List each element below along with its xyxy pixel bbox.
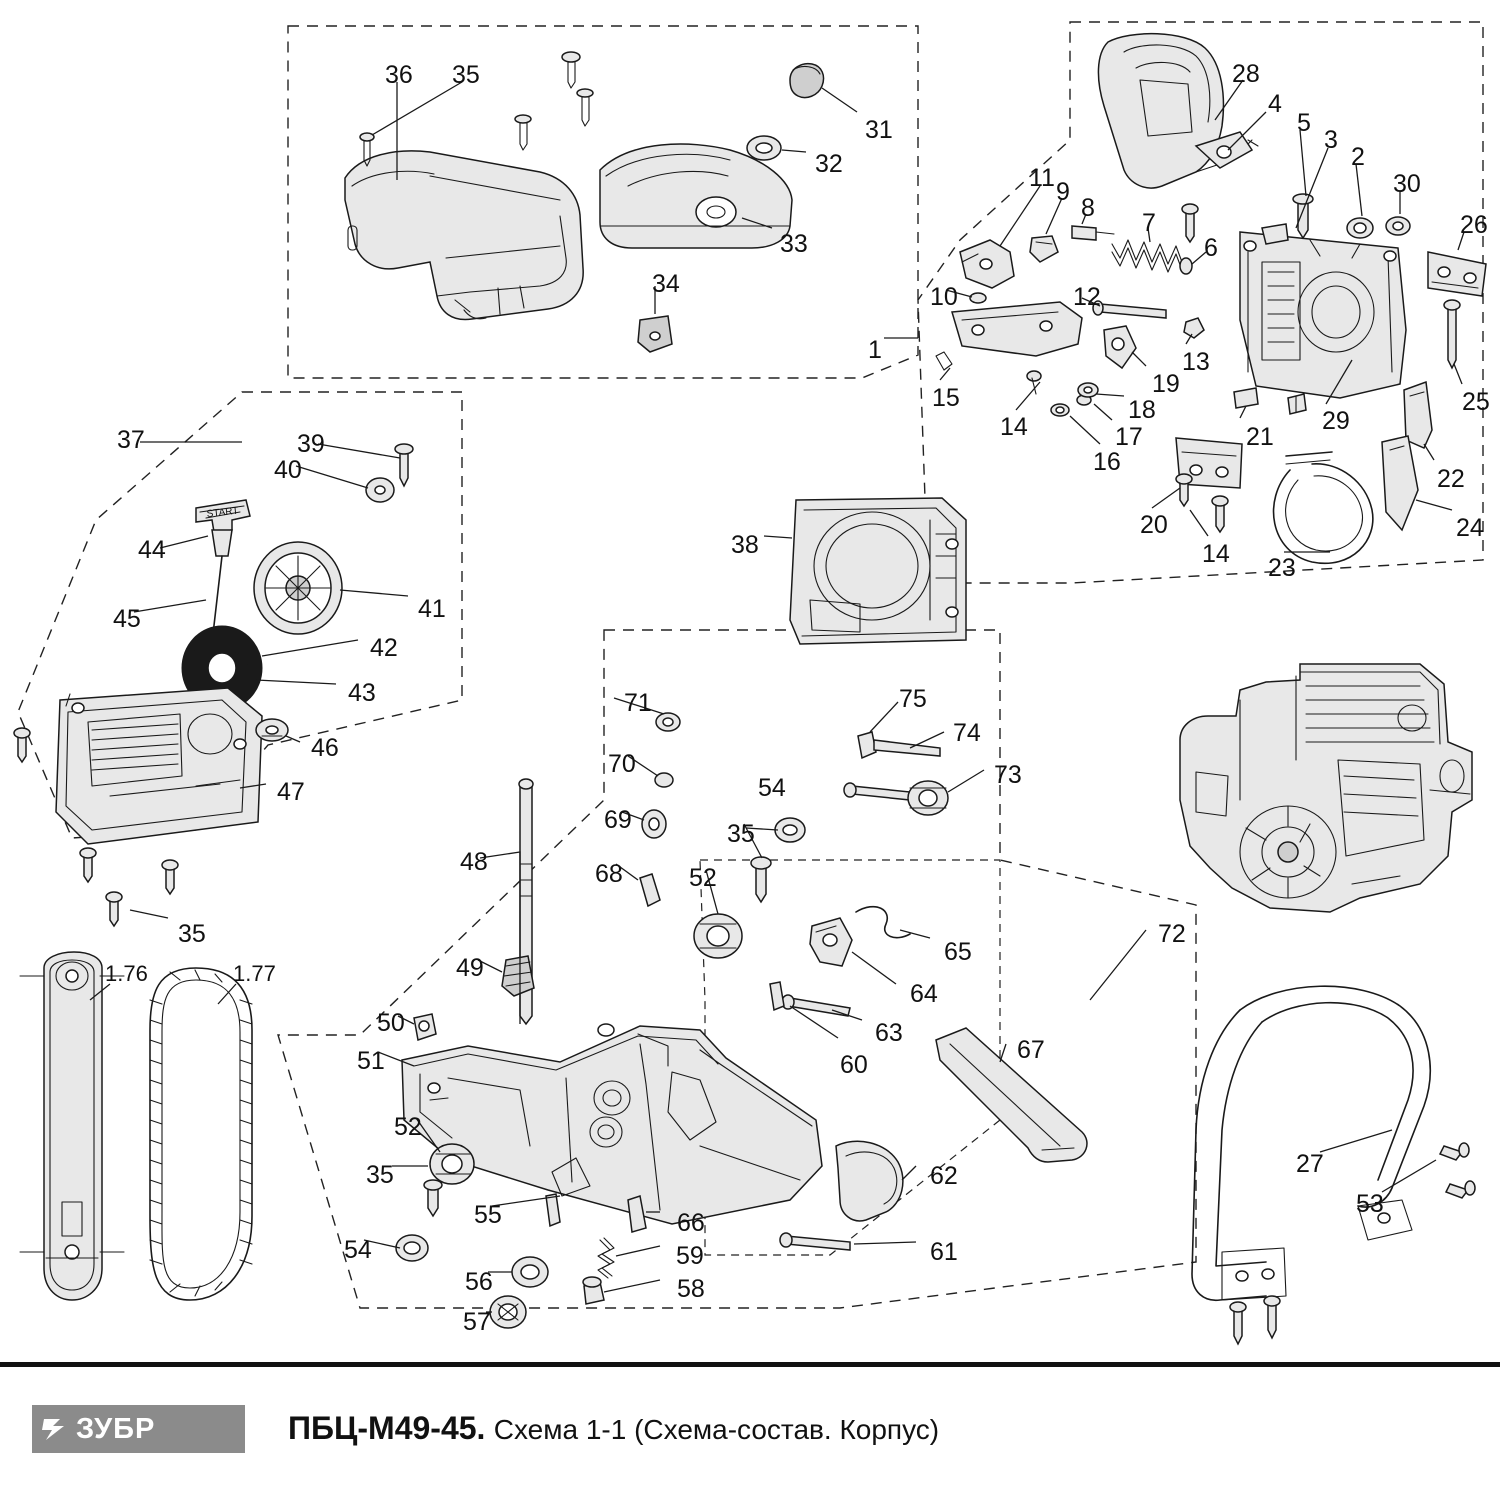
callout-22: 22 — [1437, 465, 1465, 493]
part-bolt-12 — [1093, 301, 1166, 318]
callout-50: 50 — [377, 1009, 405, 1037]
zubr-arrow-icon — [32, 1405, 76, 1453]
part-washer-32 — [747, 136, 781, 160]
part-brake-handle-28 — [1098, 34, 1258, 188]
callout-65: 65 — [944, 938, 972, 966]
part-52-top — [694, 914, 742, 958]
callout-75: 75 — [899, 685, 927, 713]
part-55 — [546, 1194, 560, 1226]
callout-12: 12 — [1073, 283, 1101, 311]
model-code: ПБЦ-М49-45. — [288, 1410, 486, 1446]
callout-9: 9 — [1056, 178, 1070, 206]
part-brake-band-23 — [1274, 452, 1373, 563]
callout-7: 7 — [1142, 209, 1156, 237]
part-61 — [780, 1233, 850, 1250]
part-body-2 — [1240, 232, 1406, 398]
part-chain-1-77 — [150, 968, 252, 1300]
callout-52: 52 — [689, 864, 717, 892]
callout-64: 64 — [910, 980, 938, 1008]
callout-67: 67 — [1017, 1036, 1045, 1064]
part-nut-46 — [256, 719, 288, 741]
callout-53: 53 — [1356, 1190, 1384, 1218]
part-wire-65 — [856, 907, 910, 938]
callout-13: 13 — [1182, 348, 1210, 376]
callout-18: 18 — [1128, 396, 1156, 424]
callout-56: 56 — [465, 1268, 493, 1296]
callout-73: 73 — [994, 761, 1022, 789]
callout-49: 49 — [456, 954, 484, 982]
callout-28: 28 — [1232, 60, 1260, 88]
callout-58: 58 — [677, 1275, 705, 1303]
callout-66: 66 — [677, 1209, 705, 1237]
footer-divider — [0, 1362, 1500, 1367]
callout-33: 33 — [780, 230, 808, 258]
callout-6: 6 — [1204, 234, 1218, 262]
callout-52: 52 — [394, 1113, 422, 1141]
brand-logo — [32, 1405, 245, 1453]
part-front-handle-27 — [1192, 986, 1475, 1344]
callout-35: 35 — [727, 820, 755, 848]
part-cover-24 — [1382, 436, 1418, 530]
part-ring-54-bottom — [396, 1235, 428, 1261]
scheme-caption — [288, 1410, 939, 1447]
callout-10: 10 — [930, 283, 958, 311]
callout-44: 44 — [138, 536, 166, 564]
callout-4: 4 — [1268, 90, 1282, 118]
callout-34: 34 — [652, 270, 680, 298]
part-hook-19 — [1104, 326, 1136, 368]
callout-54: 54 — [758, 774, 786, 802]
callout-15: 15 — [932, 384, 960, 412]
callout-2: 2 — [1351, 143, 1365, 171]
callout-29: 29 — [1322, 407, 1350, 435]
callout-70: 70 — [608, 750, 636, 778]
callout-32: 32 — [815, 150, 843, 178]
scheme-label: Схема 1-1 (Схема-состав. Корпус) — [493, 1414, 940, 1445]
part-nut-13 — [1184, 318, 1204, 338]
callout-3: 3 — [1324, 126, 1338, 154]
part-plate-26 — [1428, 252, 1486, 296]
callout-62: 62 — [930, 1162, 958, 1190]
callout-1-76: 1.76 — [105, 961, 148, 986]
part-56 — [512, 1257, 548, 1287]
callout-35: 35 — [366, 1161, 394, 1189]
callout-1: 1 — [868, 336, 882, 364]
part-75 — [858, 732, 940, 758]
callout-74: 74 — [953, 719, 981, 747]
callout-68: 68 — [595, 860, 623, 888]
callout-23: 23 — [1268, 554, 1296, 582]
callout-38: 38 — [731, 531, 759, 559]
callout-1-77: 1.77 — [233, 961, 276, 986]
part-73 — [908, 781, 948, 815]
part-pin-9 — [1030, 236, 1058, 262]
part-starter-handle-44 — [196, 500, 250, 556]
callout-30: 30 — [1393, 170, 1421, 198]
callout-59: 59 — [676, 1242, 704, 1270]
callout-41: 41 — [418, 595, 446, 623]
callout-51: 51 — [357, 1047, 385, 1075]
part-57 — [490, 1296, 526, 1328]
callout-35: 35 — [178, 920, 206, 948]
part-ring-54-top — [775, 818, 805, 842]
callout-45: 45 — [113, 605, 141, 633]
part-top-cover-36 — [345, 151, 583, 320]
callout-39: 39 — [297, 430, 325, 458]
callout-48: 48 — [460, 848, 488, 876]
callout-42: 42 — [370, 634, 398, 662]
part-handle-62 — [836, 1141, 903, 1221]
callout-72: 72 — [1158, 920, 1186, 948]
callout-27: 27 — [1296, 1150, 1324, 1178]
part-pulley-41 — [254, 542, 342, 634]
callout-31: 31 — [865, 116, 893, 144]
part-74 — [844, 783, 910, 800]
part-engine-72 — [1180, 664, 1472, 912]
callout-17: 17 — [1115, 423, 1143, 451]
callout-37: 37 — [117, 426, 145, 454]
part-bracket-14 — [952, 302, 1082, 356]
leaders-bar-chain — [90, 984, 236, 1004]
leader-38 — [764, 536, 792, 538]
callout-55: 55 — [474, 1201, 502, 1229]
svg-text:START: START — [206, 505, 239, 520]
part-washer-40 — [366, 478, 394, 502]
callout-26: 26 — [1460, 211, 1488, 239]
callout-69: 69 — [604, 806, 632, 834]
callout-60: 60 — [840, 1051, 868, 1079]
callout-8: 8 — [1081, 194, 1095, 222]
part-guide-67 — [936, 1028, 1087, 1162]
callout-20: 20 — [1140, 511, 1168, 539]
callout-5: 5 — [1297, 109, 1311, 137]
callout-61: 61 — [930, 1238, 958, 1266]
callout-19: 19 — [1152, 370, 1180, 398]
callout-71: 71 — [624, 689, 652, 717]
part-small-68-71 — [640, 713, 680, 906]
callout-25: 25 — [1462, 388, 1490, 416]
callout-57: 57 — [463, 1308, 491, 1336]
leaders-handle-27 — [1320, 1130, 1436, 1192]
part-52-bottom — [430, 1144, 474, 1184]
callout-40: 40 — [274, 456, 302, 484]
callout-24: 24 — [1456, 514, 1484, 542]
part-fan-housing-38 — [790, 498, 966, 644]
part-starter-cover-47 — [56, 688, 262, 844]
part-bracket-34 — [638, 316, 672, 352]
part-rod-8 — [1072, 226, 1114, 240]
callout-16: 16 — [1093, 448, 1121, 476]
callout-35: 35 — [452, 61, 480, 89]
callout-63: 63 — [875, 1019, 903, 1047]
part-lever-11 — [960, 240, 1014, 288]
part-spring-7 — [1112, 240, 1192, 274]
part-60 — [770, 982, 784, 1010]
part-small-50 — [414, 1014, 436, 1040]
callout-46: 46 — [311, 734, 339, 762]
callout-54: 54 — [344, 1236, 372, 1264]
brand-name: ЗУБР — [76, 1412, 156, 1445]
part-cap-31 — [790, 64, 824, 98]
callout-47: 47 — [277, 778, 305, 806]
part-tank-housing-51 — [402, 1024, 822, 1224]
part-bolt-25 — [1444, 300, 1460, 368]
callout-11: 11 — [1029, 164, 1055, 192]
callout-14: 14 — [1202, 540, 1230, 568]
part-filter-49 — [502, 956, 534, 996]
part-lever-64 — [810, 918, 852, 966]
callout-14: 14 — [1000, 413, 1028, 441]
callout-36: 36 — [385, 61, 413, 89]
part-58 — [583, 1277, 604, 1304]
callout-43: 43 — [348, 679, 376, 707]
callout-21: 21 — [1246, 423, 1274, 451]
footer — [0, 1362, 1500, 1500]
part-screw-39 — [395, 444, 413, 486]
part-59-spring — [598, 1238, 614, 1278]
part-guide-bar-1-76 — [20, 952, 124, 1300]
